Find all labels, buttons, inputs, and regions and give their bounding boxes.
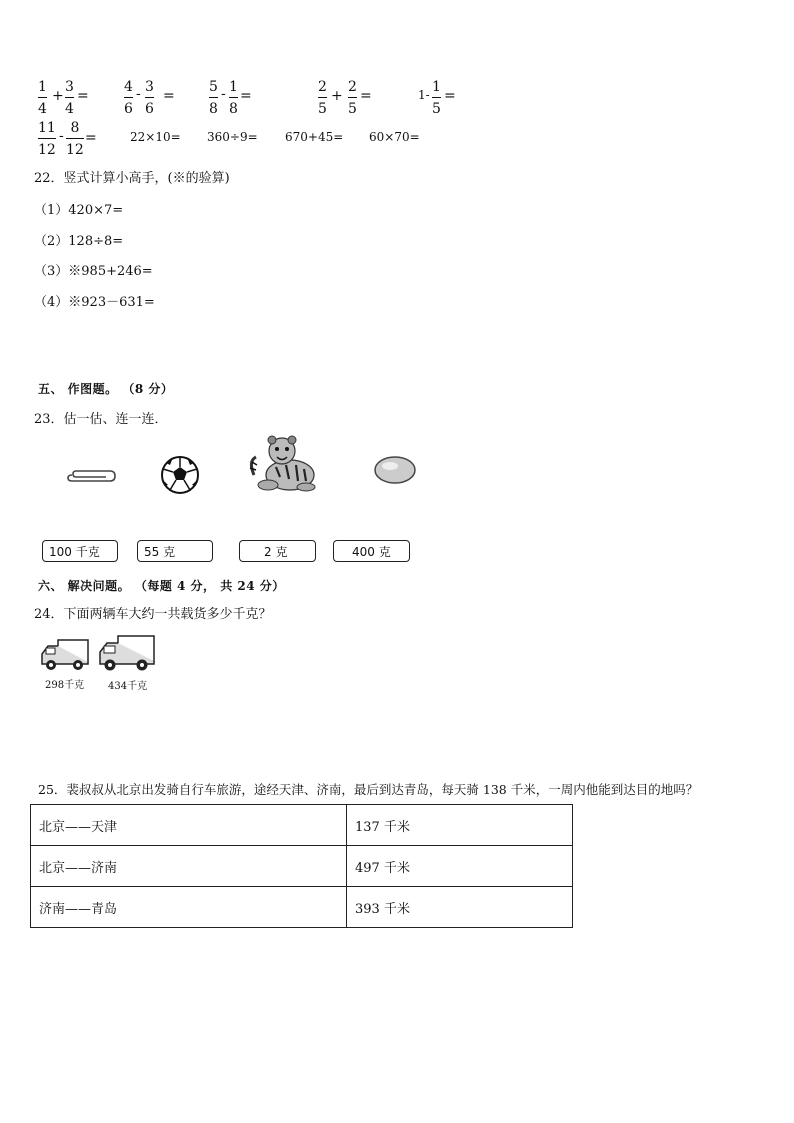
distance-table: [30, 804, 573, 928]
question-22-item: （1）420×7=: [34, 203, 124, 218]
fraction: 2 5: [318, 79, 327, 117]
weight-option-400g[interactable]: 400 克: [333, 540, 410, 562]
question-23-title: 23．估一估、连一连．: [34, 412, 168, 427]
section-5-heading: 五、 作图题。 （8 分）: [38, 382, 174, 396]
equals-sign: =: [85, 130, 97, 146]
equals-sign: =: [240, 88, 252, 104]
table-row: [31, 846, 573, 887]
route-cell: 北京——天津: [31, 805, 347, 846]
operator: -: [221, 86, 226, 102]
equals-sign: =: [360, 88, 372, 104]
question-22-item: （2）128÷8=: [34, 234, 124, 249]
truck-load-label: 298千克: [45, 680, 85, 691]
truck-icon: [98, 633, 156, 673]
calc-item: 670+45=: [285, 130, 344, 144]
calc-item: 60×70=: [369, 130, 420, 144]
weight-option-2g[interactable]: 2 克: [239, 540, 316, 562]
distance-cell: 137 千米: [347, 805, 573, 846]
fraction: 11 12: [38, 120, 56, 158]
truck-load-label: 434千克: [108, 681, 148, 692]
weight-option-100kg[interactable]: 100 千克: [42, 540, 118, 562]
fraction: 1 4: [38, 79, 47, 117]
calc-item: 360÷9=: [207, 130, 258, 144]
fraction: 8 12: [66, 120, 84, 158]
route-cell: 北京——济南: [31, 846, 347, 887]
fraction: 2 5: [348, 79, 357, 117]
whole-minus: 1-: [418, 88, 430, 102]
table-row: [31, 805, 573, 846]
fraction: 1 8: [229, 79, 238, 117]
fraction: 4 6: [124, 79, 133, 117]
fraction: 3 6: [145, 79, 154, 117]
paperclip-icon: [66, 466, 118, 484]
table-row: [31, 887, 573, 928]
tiger-icon: [246, 435, 320, 493]
equals-sign: =: [77, 88, 89, 104]
question-22-item: （4）※923－631=: [34, 295, 155, 310]
operator: -: [136, 86, 141, 102]
calc-item: 22×10=: [130, 130, 181, 144]
weight-option-55g[interactable]: 55 克: [137, 540, 213, 562]
soccer-ball-icon: [160, 455, 200, 495]
truck-icon: [40, 636, 90, 672]
distance-cell: 497 千米: [347, 846, 573, 887]
question-22-title: 22．竖式计算小高手，(※的验算): [34, 171, 230, 186]
section-6-heading: 六、 解决问题。 （每题 4 分， 共 24 分）: [38, 579, 285, 593]
question-25-title: 25．裴叔叔从北京出发骑自行车旅游，途经天津、济南，最后到达青岛，每天骑 138 千米，一周内他能到达目的地吗？: [38, 782, 699, 797]
fraction: 1 5: [432, 79, 441, 117]
question-24-title: 24．下面两辆车大约一共载货多少千克？: [34, 607, 272, 622]
distance-cell: 393 千米: [347, 887, 573, 928]
fraction: 5 8: [209, 79, 218, 117]
operator: -: [59, 128, 64, 144]
route-cell: 济南——青岛: [31, 887, 347, 928]
question-22-item: （3）※985+246=: [34, 264, 153, 279]
equals-sign: =: [163, 88, 175, 104]
equals-sign: =: [444, 88, 456, 104]
fraction: 3 4: [65, 79, 74, 117]
operator: +: [52, 88, 64, 104]
egg-icon: [373, 454, 417, 486]
operator: +: [331, 88, 343, 104]
